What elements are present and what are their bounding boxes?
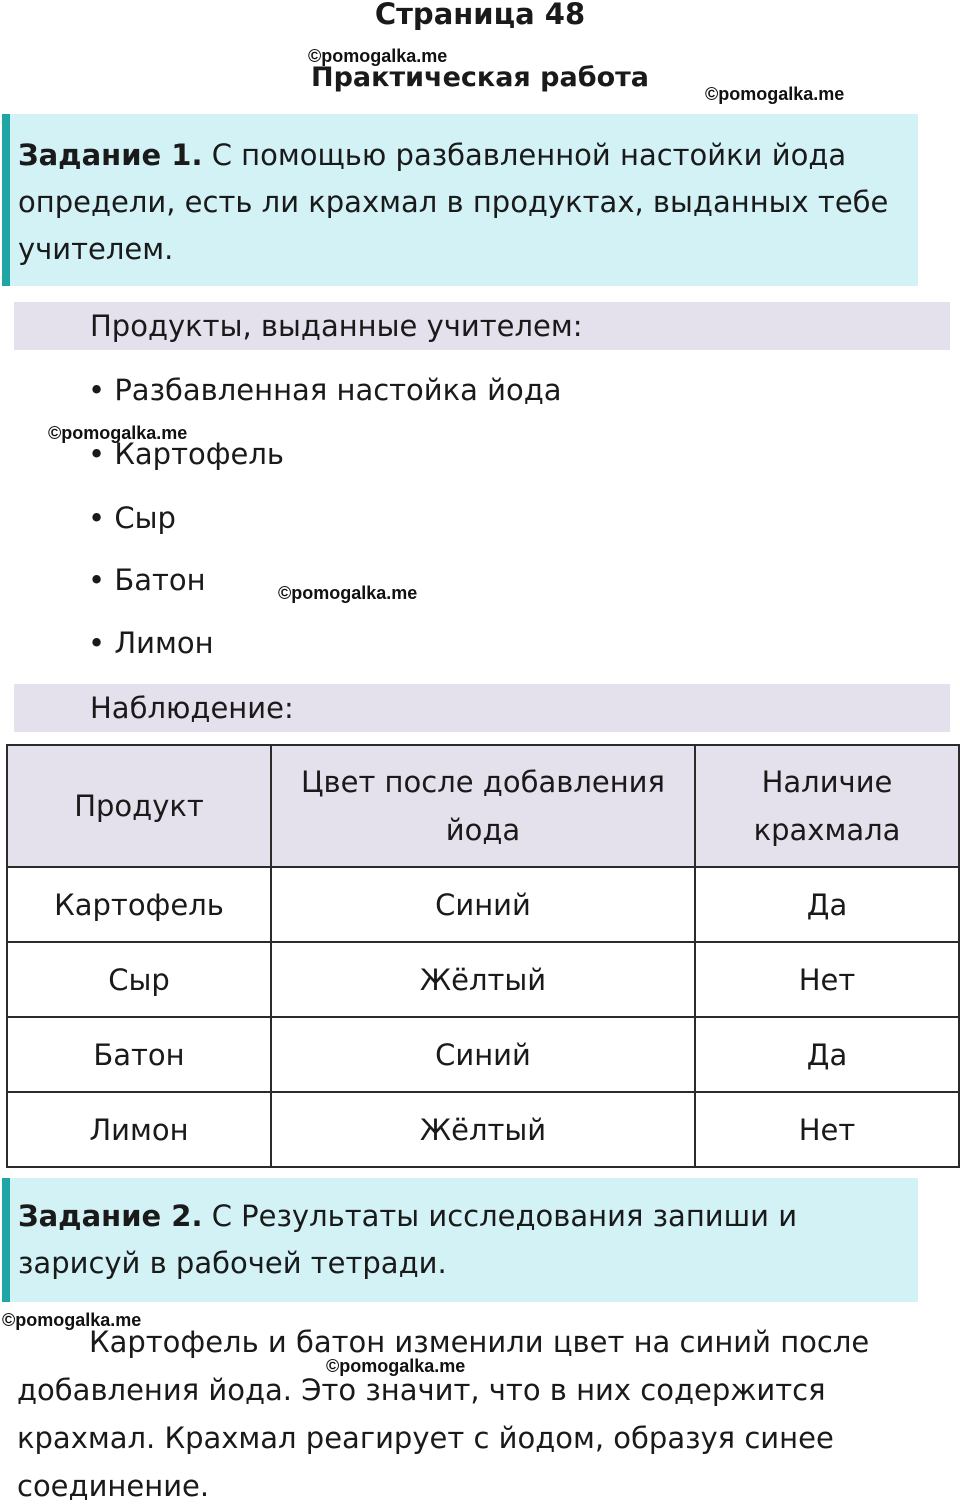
- cell-starch: Да: [695, 867, 959, 942]
- task-2-body: С Результаты исследования запиши и зарисуй в рабочей тетради.: [18, 1199, 798, 1280]
- cell-starch: Нет: [695, 942, 959, 1017]
- column-header-starch: Наличие крахмала: [695, 745, 959, 867]
- cell-color: Синий: [271, 1017, 695, 1092]
- cell-product: Батон: [7, 1017, 271, 1092]
- list-item: • Сыр: [88, 501, 176, 535]
- list-item: • Лимон: [88, 626, 214, 660]
- list-item: • Картофель: [88, 437, 284, 471]
- watermark: ©pomogalka.me: [2, 1310, 142, 1330]
- section-title: Практическая работа: [311, 62, 649, 93]
- task-1-label: Задание 1.: [18, 138, 203, 172]
- column-header-color: Цвет после добавления йода: [271, 745, 695, 867]
- watermark: ©pomogalka.me: [308, 46, 448, 66]
- list-item: • Батон: [88, 563, 206, 597]
- table-row: [7, 1017, 959, 1092]
- cell-color: Жёлтый: [271, 942, 695, 1017]
- products-heading: Продукты, выданные учителем:: [90, 309, 583, 343]
- cell-product: Лимон: [7, 1092, 271, 1167]
- watermark: ©pomogalka.me: [278, 583, 418, 603]
- watermark: ©pomogalka.me: [326, 1356, 466, 1376]
- list-item: • Разбавленная настойка йода: [88, 373, 562, 407]
- watermark: ©pomogalka.me: [48, 423, 188, 443]
- page-title: Страница 48: [374, 0, 586, 31]
- column-header-product: Продукт: [7, 745, 271, 867]
- cell-starch: Нет: [695, 1092, 959, 1167]
- task-1-body: С помощью разбавленной настойки йода определи, есть ли крахмал в продуктах, выданных тебе учителем.: [18, 138, 889, 266]
- task-2-box: [2, 1178, 918, 1302]
- task-1-text: [18, 114, 910, 273]
- table-row: [7, 867, 959, 942]
- table-row: [7, 1092, 959, 1167]
- task-1-box: [2, 114, 918, 286]
- observation-heading: Наблюдение:: [90, 691, 294, 725]
- cell-color: Жёлтый: [271, 1092, 695, 1167]
- cell-product: Сыр: [7, 942, 271, 1017]
- cell-starch: Да: [695, 1017, 959, 1092]
- task-2-label: Задание 2.: [18, 1199, 203, 1233]
- table-row: [7, 942, 959, 1017]
- watermark: ©pomogalka.me: [705, 84, 845, 104]
- conclusion-paragraph: Картофель и батон изменили цвет на синий после добавления йода. Это значит, что в них содержится крахмал. Крахмал реагирует с йодом, образуя синее соединение.: [17, 1325, 870, 1503]
- task-2-text: [18, 1178, 910, 1287]
- cell-color: Синий: [271, 867, 695, 942]
- cell-product: Картофель: [7, 867, 271, 942]
- table-header-row: [7, 745, 959, 867]
- results-table: [6, 744, 960, 1168]
